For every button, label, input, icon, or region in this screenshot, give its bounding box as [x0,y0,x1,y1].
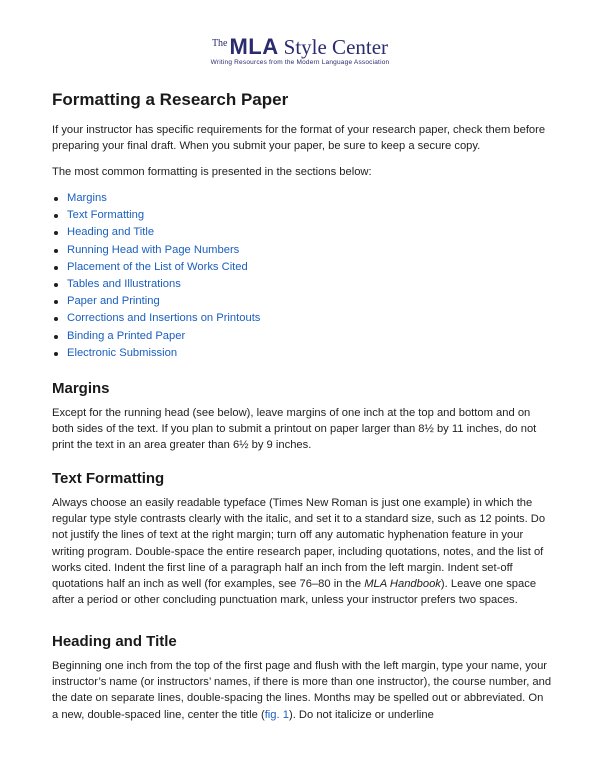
fig-1-link[interactable]: fig. 1 [264,708,289,721]
toc-link-text-formatting[interactable]: Text Formatting [67,209,145,222]
page-title: Formatting a Research Paper [52,90,289,109]
toc-link-electronic-submission[interactable]: Electronic Submission [67,346,178,359]
heading-title-paragraph [52,658,552,723]
text-formatting-body-a: Always choose an easily readable typeface (Times New Roman is just one example) in which the regular type style contrasts clearly with the italic, and set it to a standard size, such as 12 points. Do not justify the lines of text at the right margin; turn off any automatic hyphenation feature in your writing program. Double-space the entire research paper, including quotations, notes, and the list of works cited. Indent the first line of a paragraph half an inch from the left margin. Indent set-off quotations half an inch as well (for examples, see 76–80 in the [52,497,546,591]
list-item [52,190,260,207]
section-list [52,190,260,362]
intro-paragraph: If your instructor has specific requirements for the format of your research paper, check them before preparing your final draft. When you submit your paper, be sure to keep a secure copy. [52,124,546,153]
list-item [52,310,260,327]
list-item [52,259,260,276]
toc-link-corrections[interactable]: Corrections and Insertions on Printouts [67,312,261,325]
logo-wordmark [212,34,388,60]
mla-style-center-logo[interactable] [0,34,600,66]
list-item [52,345,260,362]
toc-link-works-cited[interactable]: Placement of the List of Works Cited [67,260,248,273]
heading-title-heading: Heading and Title [52,633,177,650]
logo-subtitle: Writing Resources from the Modern Language Association [210,59,390,66]
list-item [52,207,260,224]
toc-link-margins[interactable]: Margins [67,192,107,204]
toc-link-tables-illustrations[interactable]: Tables and Illustrations [67,278,181,291]
logo-the: The [211,38,228,49]
mla-handbook-title: MLA Handbook [364,578,441,591]
logo-mla: MLA [229,34,279,59]
margins-paragraph: Except for the running head (see below), leave margins of one inch at the top and bottom and on both sides of the text. If you plan to submit a printout on paper larger than 8½ by 11 inches, do not print the text in an area greater than 6½ by 9 inches. [52,407,537,452]
toc-link-heading-title[interactable]: Heading and Title [67,226,155,239]
heading-title-body-a: Beginning one inch from the top of the first page and flush with the left margin, type your name, your instructor’s name (or instructors’ names, if there is more than one instructor), the course number, and the date on separate lines, double-spacing the lines. Months may be spelled out or abbreviated. On a new, double-spaced line, center the title ( [52,660,552,721]
list-item [52,328,260,345]
text-formatting-paragraph [52,495,552,608]
toc-link-binding[interactable]: Binding a Printed Paper [67,329,186,342]
text-formatting-body-b: ). Leave one space after a period or other concluding punctuation mark, unless your instructor prefers two spaces. [52,578,537,607]
text-formatting-heading: Text Formatting [52,470,165,487]
list-item [52,224,260,241]
intro-sections-note: The most common formatting is presented in the sections below: [52,166,372,178]
list-item [52,293,260,310]
heading-title-body-b: ). Do not italicize or underline [288,708,434,721]
list-item [52,276,260,293]
toc-link-paper-printing[interactable]: Paper and Printing [67,295,160,308]
list-item [52,242,260,259]
toc-link-running-head[interactable]: Running Head with Page Numbers [67,243,240,256]
logo-style-center: Style Center [283,35,389,59]
margins-heading: Margins [52,380,110,397]
